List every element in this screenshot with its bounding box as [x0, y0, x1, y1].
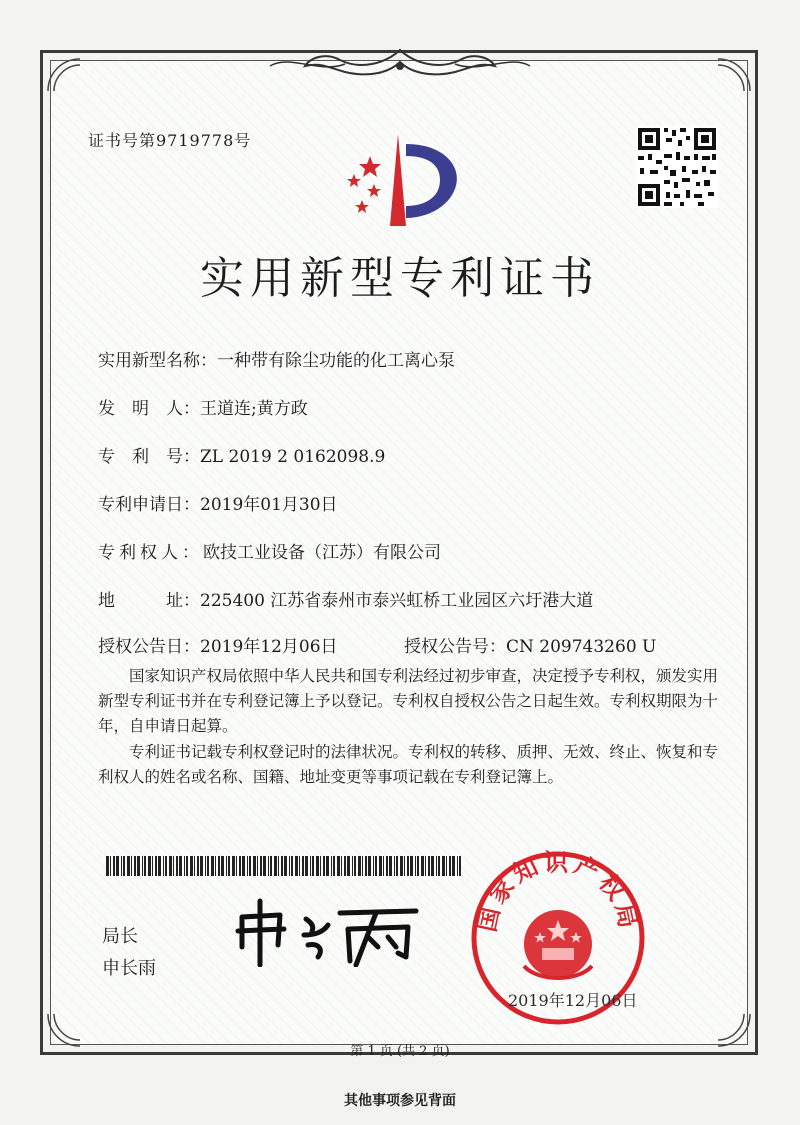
filing-date-row: [98, 490, 338, 515]
grant-statement-paragraph: 国家知识产权局依照中华人民共和国专利法经过初步审查，决定授予专利权，颁发实用新型专利证书并在专利登记簿上予以登记。专利权自授权公告之日起生效。专利权期限为十年，自申请日起算。: [98, 667, 719, 735]
qr-code-icon: [636, 126, 718, 208]
legal-status-paragraph: 专利证书记载专利权登记时的法律状况。专利权的转移、质押、无效、终止、恢复和专利权人的姓名或名称、国籍、地址变更等事项记载在专利登记簿上。: [98, 743, 719, 786]
grant-number-label: 授权公告号：: [404, 637, 506, 657]
barcode-icon: [106, 856, 466, 876]
footer-note: 其他事项参见背面: [344, 1093, 456, 1109]
patentee-row: [98, 538, 441, 563]
utility-model-name-row: [98, 346, 455, 371]
filing-date-label: 专利申请日：: [98, 495, 200, 515]
certificate-title: 实用新型专利证书: [200, 253, 600, 304]
seal-text: 国家知识产权局: [472, 848, 644, 935]
address-value: 225400 江苏省泰州市泰兴虹桥工业园区六圩港大道: [200, 591, 594, 611]
official-name: 申长雨: [102, 958, 156, 979]
patent-number-row: [98, 442, 385, 467]
seal-date: 2019年12月06日: [508, 991, 638, 1010]
patentee-label: 专利权人：: [98, 543, 203, 563]
corner-ornament-icon: [44, 55, 84, 95]
page-number: 第 1 页 (共 2 页): [350, 1044, 450, 1059]
patentee-value: 欧技工业设备（江苏）有限公司: [203, 543, 441, 563]
patent-number-label: 专 利 号：: [98, 447, 200, 467]
grant-number-value: CN 209743260 U: [506, 637, 657, 657]
grant-number-row: [404, 632, 656, 657]
corner-ornament-icon: [714, 55, 754, 95]
inventor-value: 王道连;黄方政: [200, 399, 308, 419]
grant-date-value: 2019年12月06日: [200, 637, 338, 657]
patent-office-logo-icon: [340, 126, 470, 236]
grant-date-row: [98, 632, 338, 657]
signature-icon: [228, 895, 428, 967]
address-row: [98, 586, 593, 611]
certificate-number: 证书号第9719778号: [88, 131, 252, 150]
utility-model-name-value: 一种带有除尘功能的化工离心泵: [217, 351, 455, 371]
utility-model-name-label: 实用新型名称：: [98, 351, 217, 371]
top-ornament-icon: [250, 44, 550, 84]
inventor-label: 发 明 人：: [98, 399, 200, 419]
grant-date-label: 授权公告日：: [98, 637, 200, 657]
address-label: 地 址：: [98, 591, 200, 611]
filing-date-value: 2019年01月30日: [200, 495, 338, 515]
patent-number-value: ZL 2019 2 0162098.9: [200, 447, 386, 467]
official-title: 局长: [102, 926, 138, 947]
inventor-row: [98, 394, 308, 419]
